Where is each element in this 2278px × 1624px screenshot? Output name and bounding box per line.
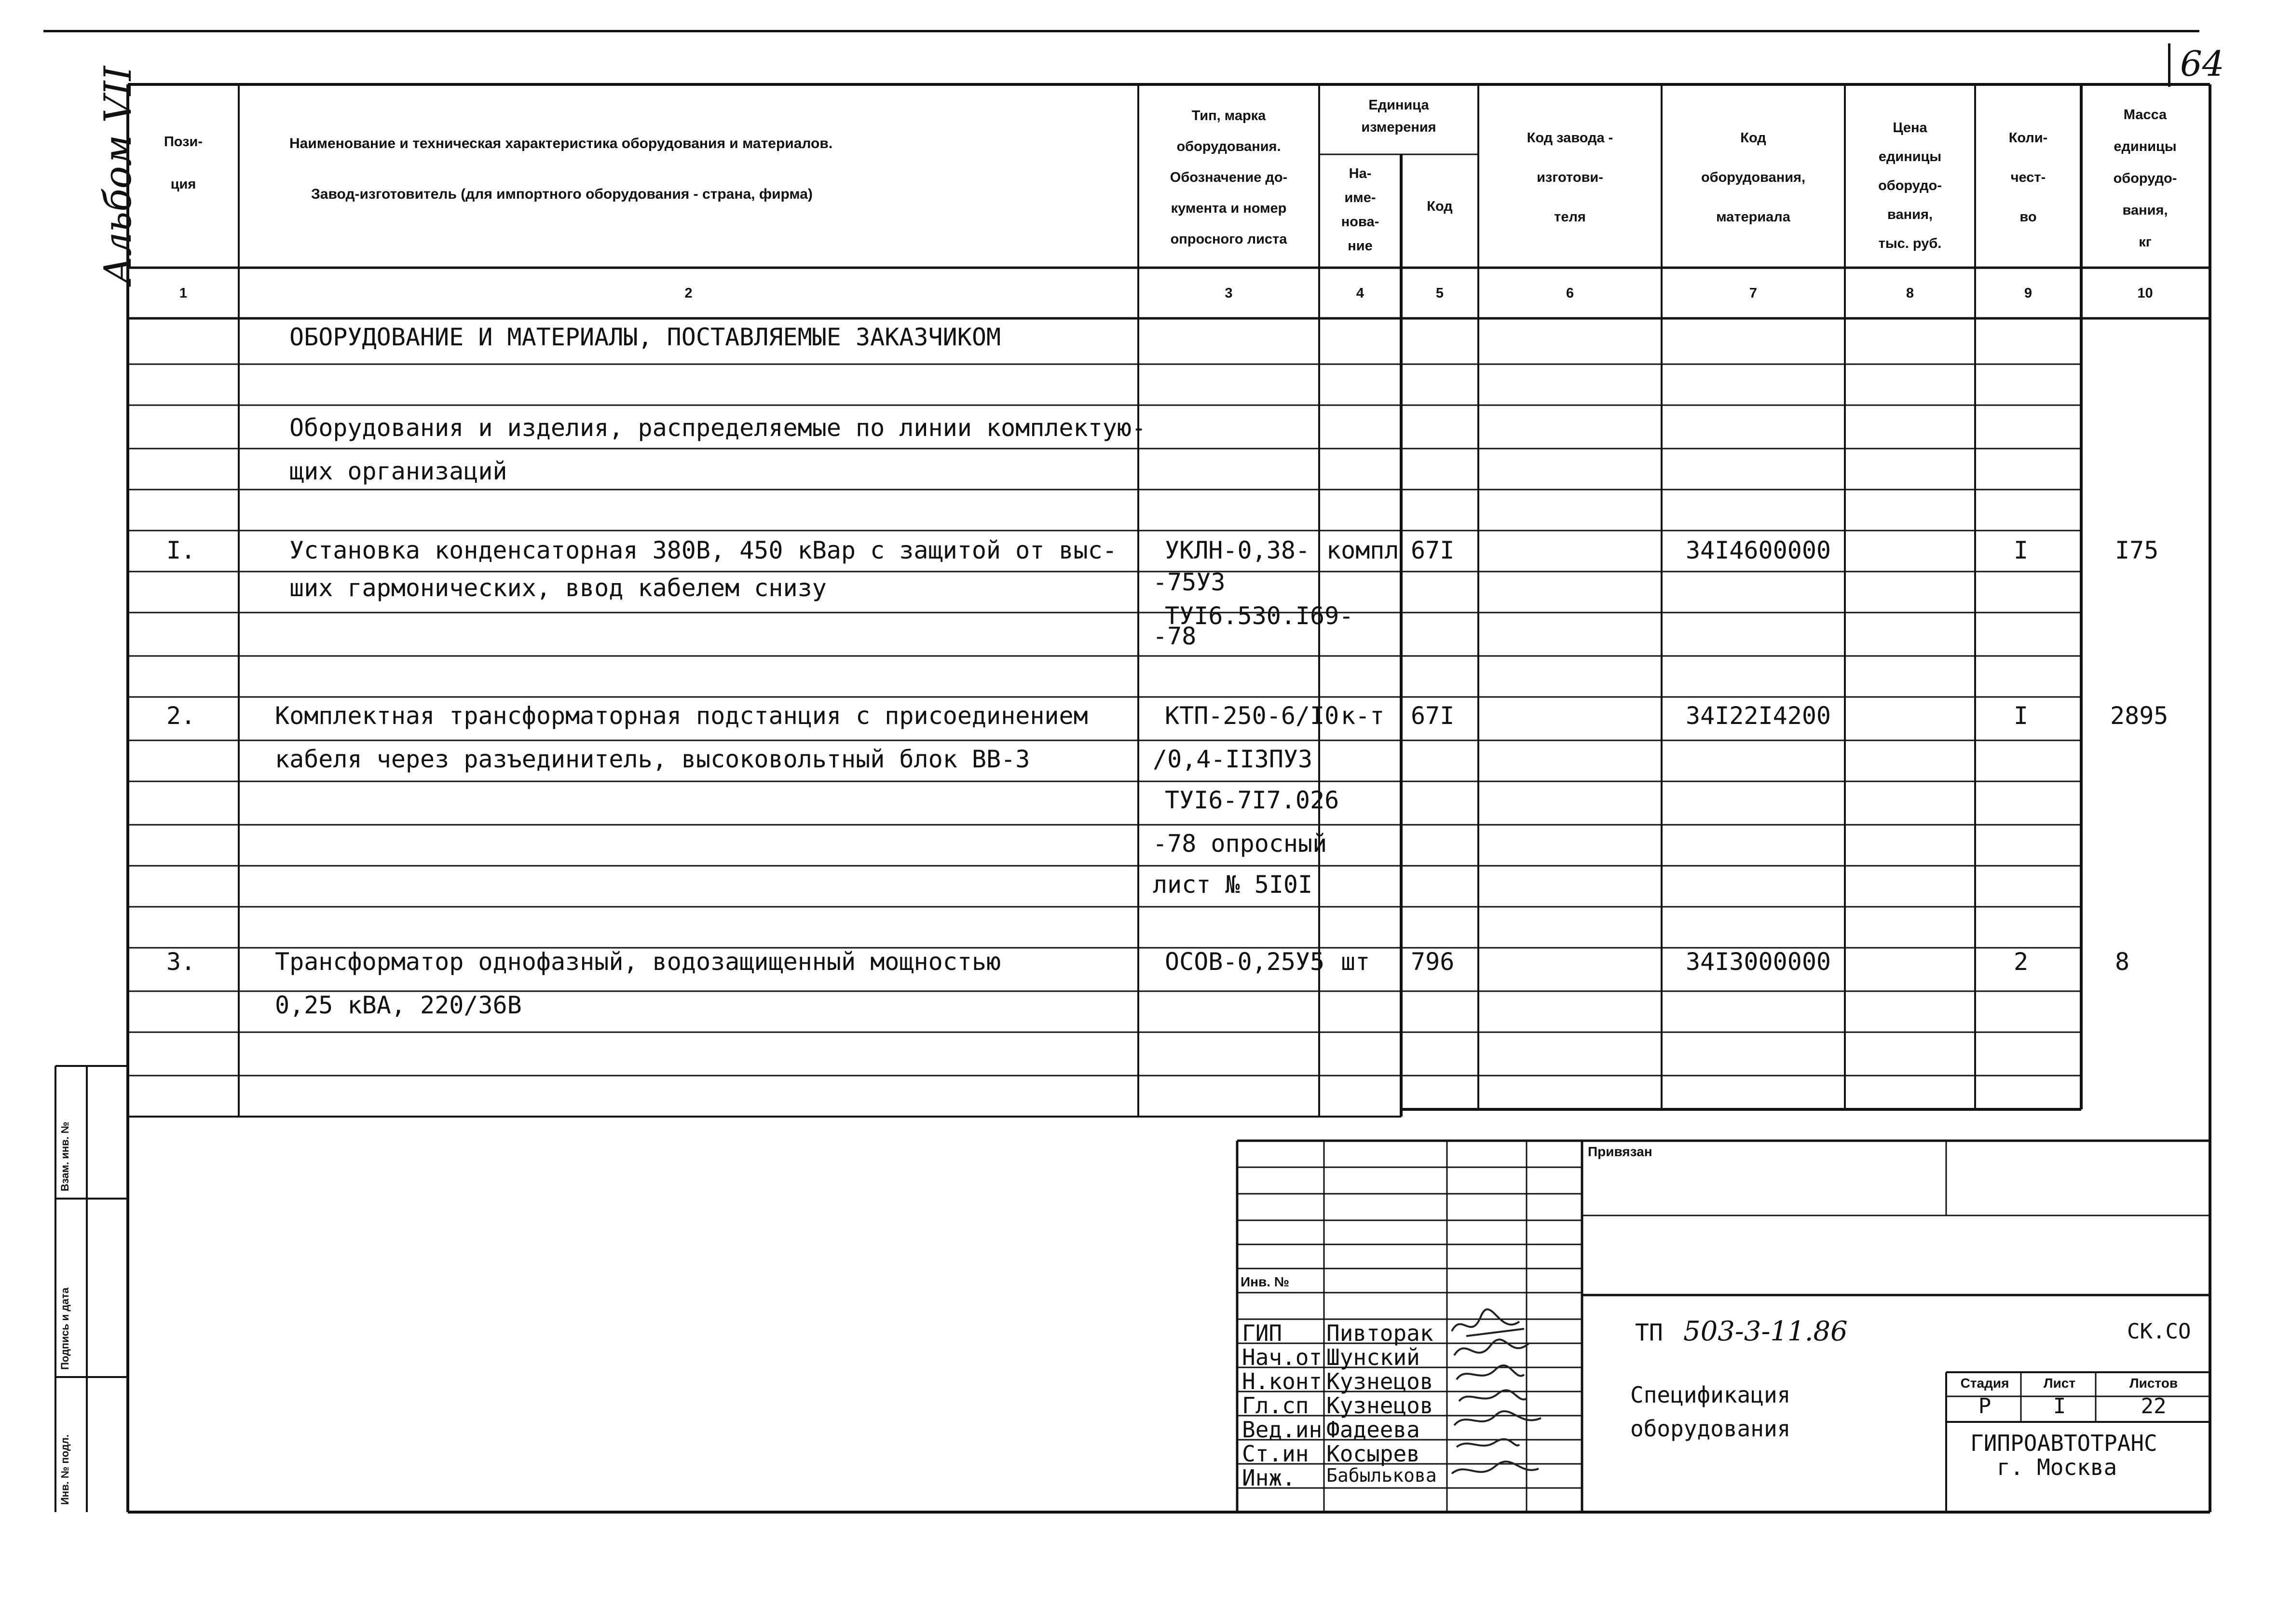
item-2-equipment-code: 34I22I4200: [1686, 702, 1831, 730]
section-subtitle-line1: Оборудования и изделия, распределяемые по линии комплектую-: [289, 414, 1146, 442]
header-price: Цена единицы оборудо- вания, тыс. руб.: [1878, 120, 1942, 251]
sheet-label: Лист: [2043, 1376, 2076, 1391]
item-1-type-line2: -75У3: [1153, 568, 1226, 596]
item-3-position: 3.: [166, 948, 196, 976]
header-unit-name: На- име- нова- ние: [1341, 166, 1379, 254]
role-person: Фадеева: [1326, 1417, 1420, 1443]
doc-suffix: СК.СО: [2127, 1319, 2191, 1344]
bound-label: Привязан: [1588, 1144, 1652, 1159]
doc-number: 503-3-11.86: [1683, 1316, 1848, 1347]
item-2-unit: к-т: [1341, 702, 1385, 730]
col-number-2: 2: [684, 286, 693, 301]
item-1-position: I.: [166, 536, 196, 564]
header-unit-title: Единица измерения: [1361, 97, 1436, 135]
header-position: Пози- ция: [164, 134, 203, 192]
signature-marks: [1447, 1302, 1543, 1505]
item-2-type-line4: -78 опросный: [1153, 830, 1327, 858]
doc-title-line2: оборудования: [1630, 1416, 1791, 1442]
role-label: Ст.ин: [1242, 1441, 1309, 1467]
sheet-value: I: [2053, 1394, 2066, 1419]
item-2-mass: 2895: [2110, 702, 2169, 730]
item-3-type-line1: ОСОВ-0,25У5: [1165, 948, 1325, 976]
col-number-10: 10: [2137, 286, 2153, 301]
header-mass: Масса единицы оборудо- вания, кг: [2113, 107, 2177, 250]
role-label: ГИП: [1242, 1320, 1282, 1346]
item-2-position: 2.: [166, 702, 196, 730]
role-label: Н.конт: [1242, 1368, 1323, 1394]
item-2-type-line1: КТП-250-6/I0: [1165, 702, 1339, 730]
item-3-equipment-code: 34I3000000: [1686, 948, 1831, 976]
header-name-line1: Наименование и техническая характеристика оборудования и материалов.: [289, 136, 833, 151]
item-2-name-line2: кабеля через разъединитель, высоковольтный блок ВВ-3: [275, 745, 1030, 773]
section-title: ОБОРУДОВАНИЕ И МАТЕРИАЛЫ, ПОСТАВЛЯЕМЫЕ ЗАКАЗЧИКОМ: [289, 323, 1001, 351]
role-person: Косырев: [1326, 1441, 1420, 1467]
col-number-3: 3: [1225, 286, 1233, 301]
item-1-type-line3: ТУI6.530.I69-: [1165, 602, 1354, 630]
stage-label: Стадия: [1960, 1376, 2009, 1391]
item-3-unit: шт: [1341, 948, 1370, 976]
item-2-type-line5: лист № 5I0I: [1153, 871, 1313, 899]
item-3-name-line2: 0,25 кВА, 220/36В: [275, 991, 522, 1019]
side-stamp-swap: Взам. инв. №: [59, 1121, 71, 1191]
org-name: ГИПРОАВТОТРАНС: [1970, 1430, 2157, 1456]
role-person: Шунский: [1326, 1344, 1420, 1370]
item-2-type-line3: ТУI6-7I7.026: [1165, 786, 1339, 814]
section-subtitle-line2: щих организаций: [289, 457, 507, 485]
col-number-6: 6: [1566, 286, 1574, 301]
col-number-8: 8: [1906, 286, 1914, 301]
role-person: Кузнецов: [1326, 1368, 1433, 1394]
item-1-name-line1: Установка конденсаторная 380В, 450 кВар с защитой от выс-: [289, 536, 1117, 564]
item-1-quantity: I: [2014, 536, 2029, 564]
col-number-7: 7: [1749, 286, 1758, 301]
item-3-mass: 8: [2115, 948, 2130, 976]
item-1-type-line4: -78: [1153, 622, 1197, 650]
item-1-name-line2: ших гармонических, ввод кабелем снизу: [289, 574, 827, 602]
org-city: г. Москва: [1997, 1454, 2117, 1480]
role-person: Кузнецов: [1326, 1392, 1433, 1419]
role-label: Вед.ин: [1242, 1417, 1323, 1443]
doc-prefix: ТП: [1635, 1319, 1663, 1346]
col-number-9: 9: [2024, 286, 2032, 301]
header-quantity: Коли- чест- во: [2008, 130, 2048, 225]
item-2-type-line2: /0,4-II3ПУ3: [1153, 745, 1313, 773]
inv-number-label: Инв. №: [1241, 1274, 1290, 1289]
item-1-mass: I75: [2115, 536, 2159, 564]
header-type: Тип, марка оборудования. Обозначение до- кумента и номер опросного листа: [1170, 108, 1288, 247]
side-stamp-sign: Подпись и дата: [59, 1287, 71, 1370]
album-label: Альбом VII: [96, 66, 140, 285]
item-1-equipment-code: 34I4600000: [1686, 536, 1831, 564]
sheet-page-number: 64: [2180, 43, 2224, 84]
sheets-label: Листов: [2129, 1376, 2178, 1391]
item-1-type-line1: УКЛН-0,38-: [1165, 536, 1310, 564]
item-3-unit-code: 796: [1411, 948, 1455, 976]
role-person: Пивторак: [1326, 1320, 1433, 1346]
item-1-unit: компл: [1326, 536, 1399, 564]
role-person: Бабылькова: [1326, 1465, 1437, 1486]
item-3-quantity: 2: [2014, 948, 2029, 976]
item-2-quantity: I: [2014, 702, 2029, 730]
sheets-value: 22: [2141, 1394, 2167, 1419]
stage-value: Р: [1978, 1394, 1992, 1419]
side-stamp-inv: Инв. № подл.: [59, 1434, 71, 1505]
role-label: Инж.: [1242, 1465, 1296, 1491]
item-2-unit-code: 67I: [1411, 702, 1455, 730]
item-2-name-line1: Комплектная трансформаторная подстанция с присоединением: [275, 702, 1088, 730]
col-number-1: 1: [179, 286, 188, 301]
role-label: Гл.сп: [1242, 1392, 1309, 1419]
doc-title-line1: Спецификация: [1630, 1382, 1791, 1408]
header-equipment-code: Код оборудования, материала: [1701, 130, 1806, 225]
header-name-line2: Завод-изготовитель (для импортного оборудования - страна, фирма): [311, 186, 813, 202]
col-number-5: 5: [1435, 286, 1444, 301]
item-3-name-line1: Трансформатор однофазный, водозащищенный мощностью: [275, 948, 1001, 976]
role-label: Нач.от: [1242, 1344, 1323, 1370]
header-maker-code: Код завода - изготови- теля: [1527, 130, 1613, 225]
header-unit-code: Код: [1427, 199, 1453, 214]
item-1-unit-code: 67I: [1411, 536, 1455, 564]
col-number-4: 4: [1356, 286, 1364, 301]
